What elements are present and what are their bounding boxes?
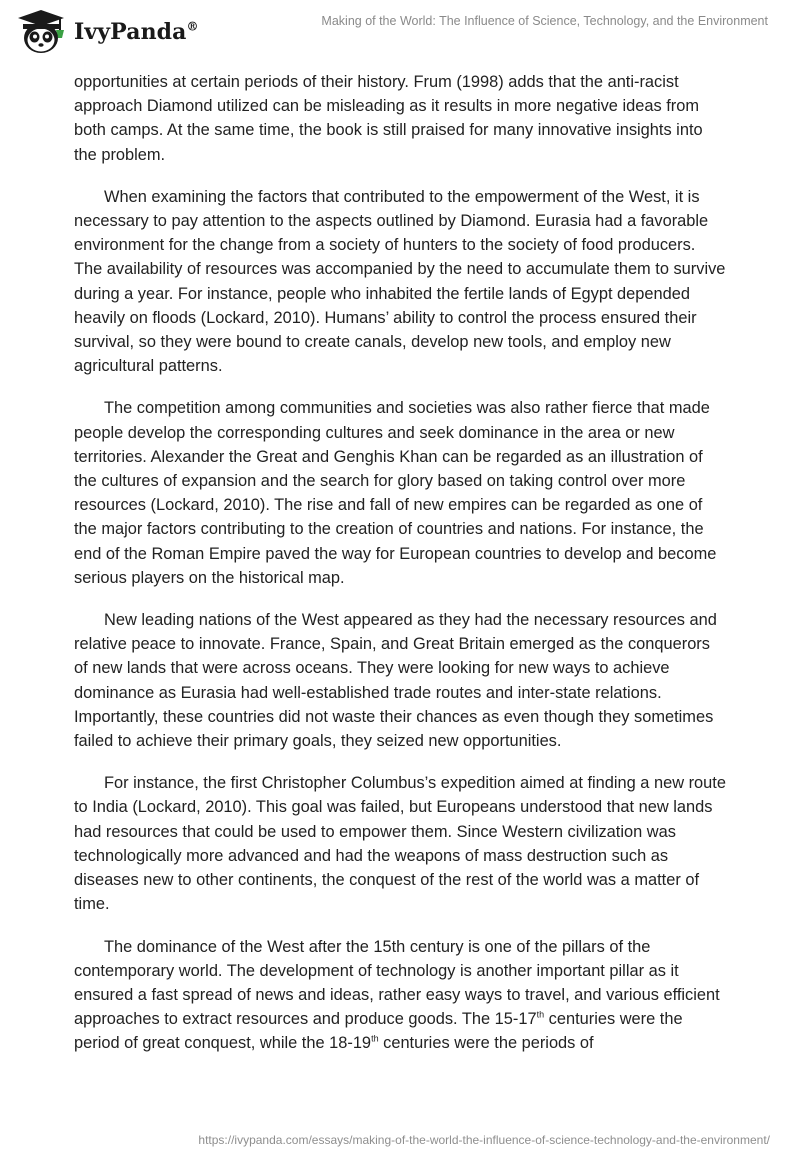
page-header bbox=[0, 0, 800, 62]
document-title: Making of the World: The Influence of Science, Technology, and the Environment bbox=[321, 14, 768, 28]
paragraph-1: opportunities at certain periods of their history. Frum (1998) adds that the anti-racist approach Diamond utilized can be misleading as it results in more negative ideas from both camps. At the same time, the book is still praised for many innovative insights into the problem. bbox=[74, 73, 703, 164]
paragraph-5: For instance, the first Christopher Columbus’s expedition aimed at finding a new route to India (Lockard, 2010). This goal was failed, but Europeans understood that new lands had resources that could be used to empower them. Since Western civilization was technologically more advanced and had the weapons of mass destruction such as diseases new to other continents, the conquest of the rest of the world was a matter of time. bbox=[74, 774, 726, 914]
essay-body bbox=[74, 70, 726, 1056]
paragraph-6: The dominance of the West after the 15th century is one of the pillars of the contemporary world. The development of technology is another important pillar as it ensured a fast spread of news and ideas, rather easy ways to travel, and various efficient approaches to extract resources and produce goods. The 15-17th centuries were the period of great conquest, while the 18-19th centuries were the periods of bbox=[74, 937, 720, 1053]
paragraph-3: The competition among communities and societies was also rather fierce that made people develop the corresponding cultures and seek dominance in the area or new territories. Alexander the Great and Genghis Khan can be regarded as an illustration of the cultures of expansion and the search for glory based on taking control over more resources (Lockard, 2010). The rise and fall of new empires can be regarded as one of the major factors contributing to the creation of countries and nations. For instance, the end of the Roman Empire paved the way for European countries to develop and become serious players on the historical map. bbox=[74, 399, 717, 587]
panda-logo-icon bbox=[14, 8, 68, 56]
source-url-link[interactable]: https://ivypanda.com/essays/making-of-the-world-the-influence-of-science-technology-and-the-environment/ bbox=[198, 1133, 770, 1147]
paragraph-4: New leading nations of the West appeared as they had the necessary resources and relative peace to innovate. France, Spain, and Great Britain emerged as the conquerors of new lands that were across oceans. They were looking for new ways to achieve dominance as Eurasia had well-established trade routes and inter-state relations. Importantly, these countries did not waste their chances as even though they sometimes failed to achieve their primary goals, they seized new opportunities. bbox=[74, 611, 717, 751]
paragraph-2: When examining the factors that contributed to the empowerment of the West, it is necessary to pay attention to the aspects outlined by Diamond. Eurasia had a favorable environment for the change from a society of hunters to the society of food producers. The availability of resources was accompanied by the need to accumulate them to survive during a year. For instance, people who inhabited the fertile lands of Egypt depended heavily on floods (Lockard, 2010). Humans’ ability to control the process ensured their survival, so they were bound to create canals, develop new tools, and employ new agricultural patterns. bbox=[74, 187, 726, 376]
brand-logo[interactable] bbox=[14, 8, 199, 56]
brand-name: IvyPanda® bbox=[74, 19, 199, 45]
